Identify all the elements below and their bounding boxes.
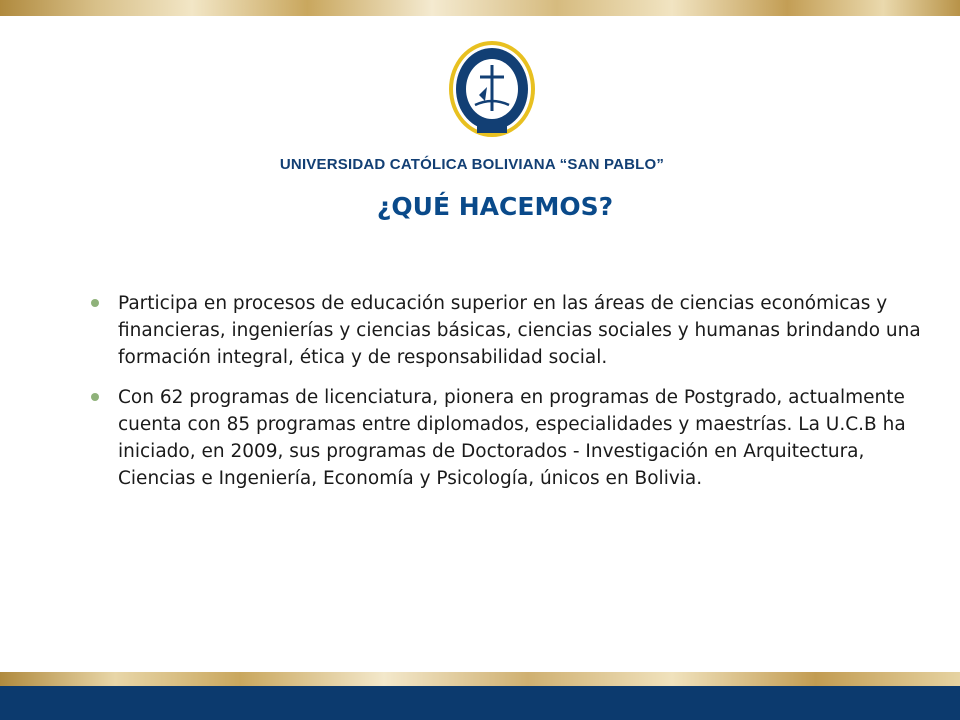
slide-title: ¿QUÉ HACEMOS? [376,192,614,221]
university-name: UNIVERSIDAD CATÓLICA BOLIVIANA “SAN PABLO” [279,156,665,173]
bullet-dot-icon [91,299,99,307]
top-gold-band [0,0,960,16]
bullet-item [88,290,928,371]
bullet-dot-icon [91,393,99,401]
university-logo [272,33,672,181]
university-seal-icon [447,39,537,139]
bottom-gold-band [0,672,960,686]
bullet-list [88,290,928,505]
bullet-item [88,384,928,492]
bullet-text: Con 62 programas de licenciatura, pionera en programas de Postgrado, actualmente cuenta con 85 programas entre diplomados, especialidades y maestrías. La U.C.B ha iniciado, en 2009, sus programas de Doctorados - Investigación en Arquitectura, Ciencias e Ingeniería, Economía y Psicología, únicos en Bolivia. [118,387,906,489]
bullet-text: Participa en procesos de educación superior en las áreas de ciencias económicas y financieras, ingenierías y ciencias básicas, ciencias sociales y humanas brindando una formación integral, ética y de responsabilidad social. [118,293,921,368]
bottom-blue-band [0,686,960,720]
